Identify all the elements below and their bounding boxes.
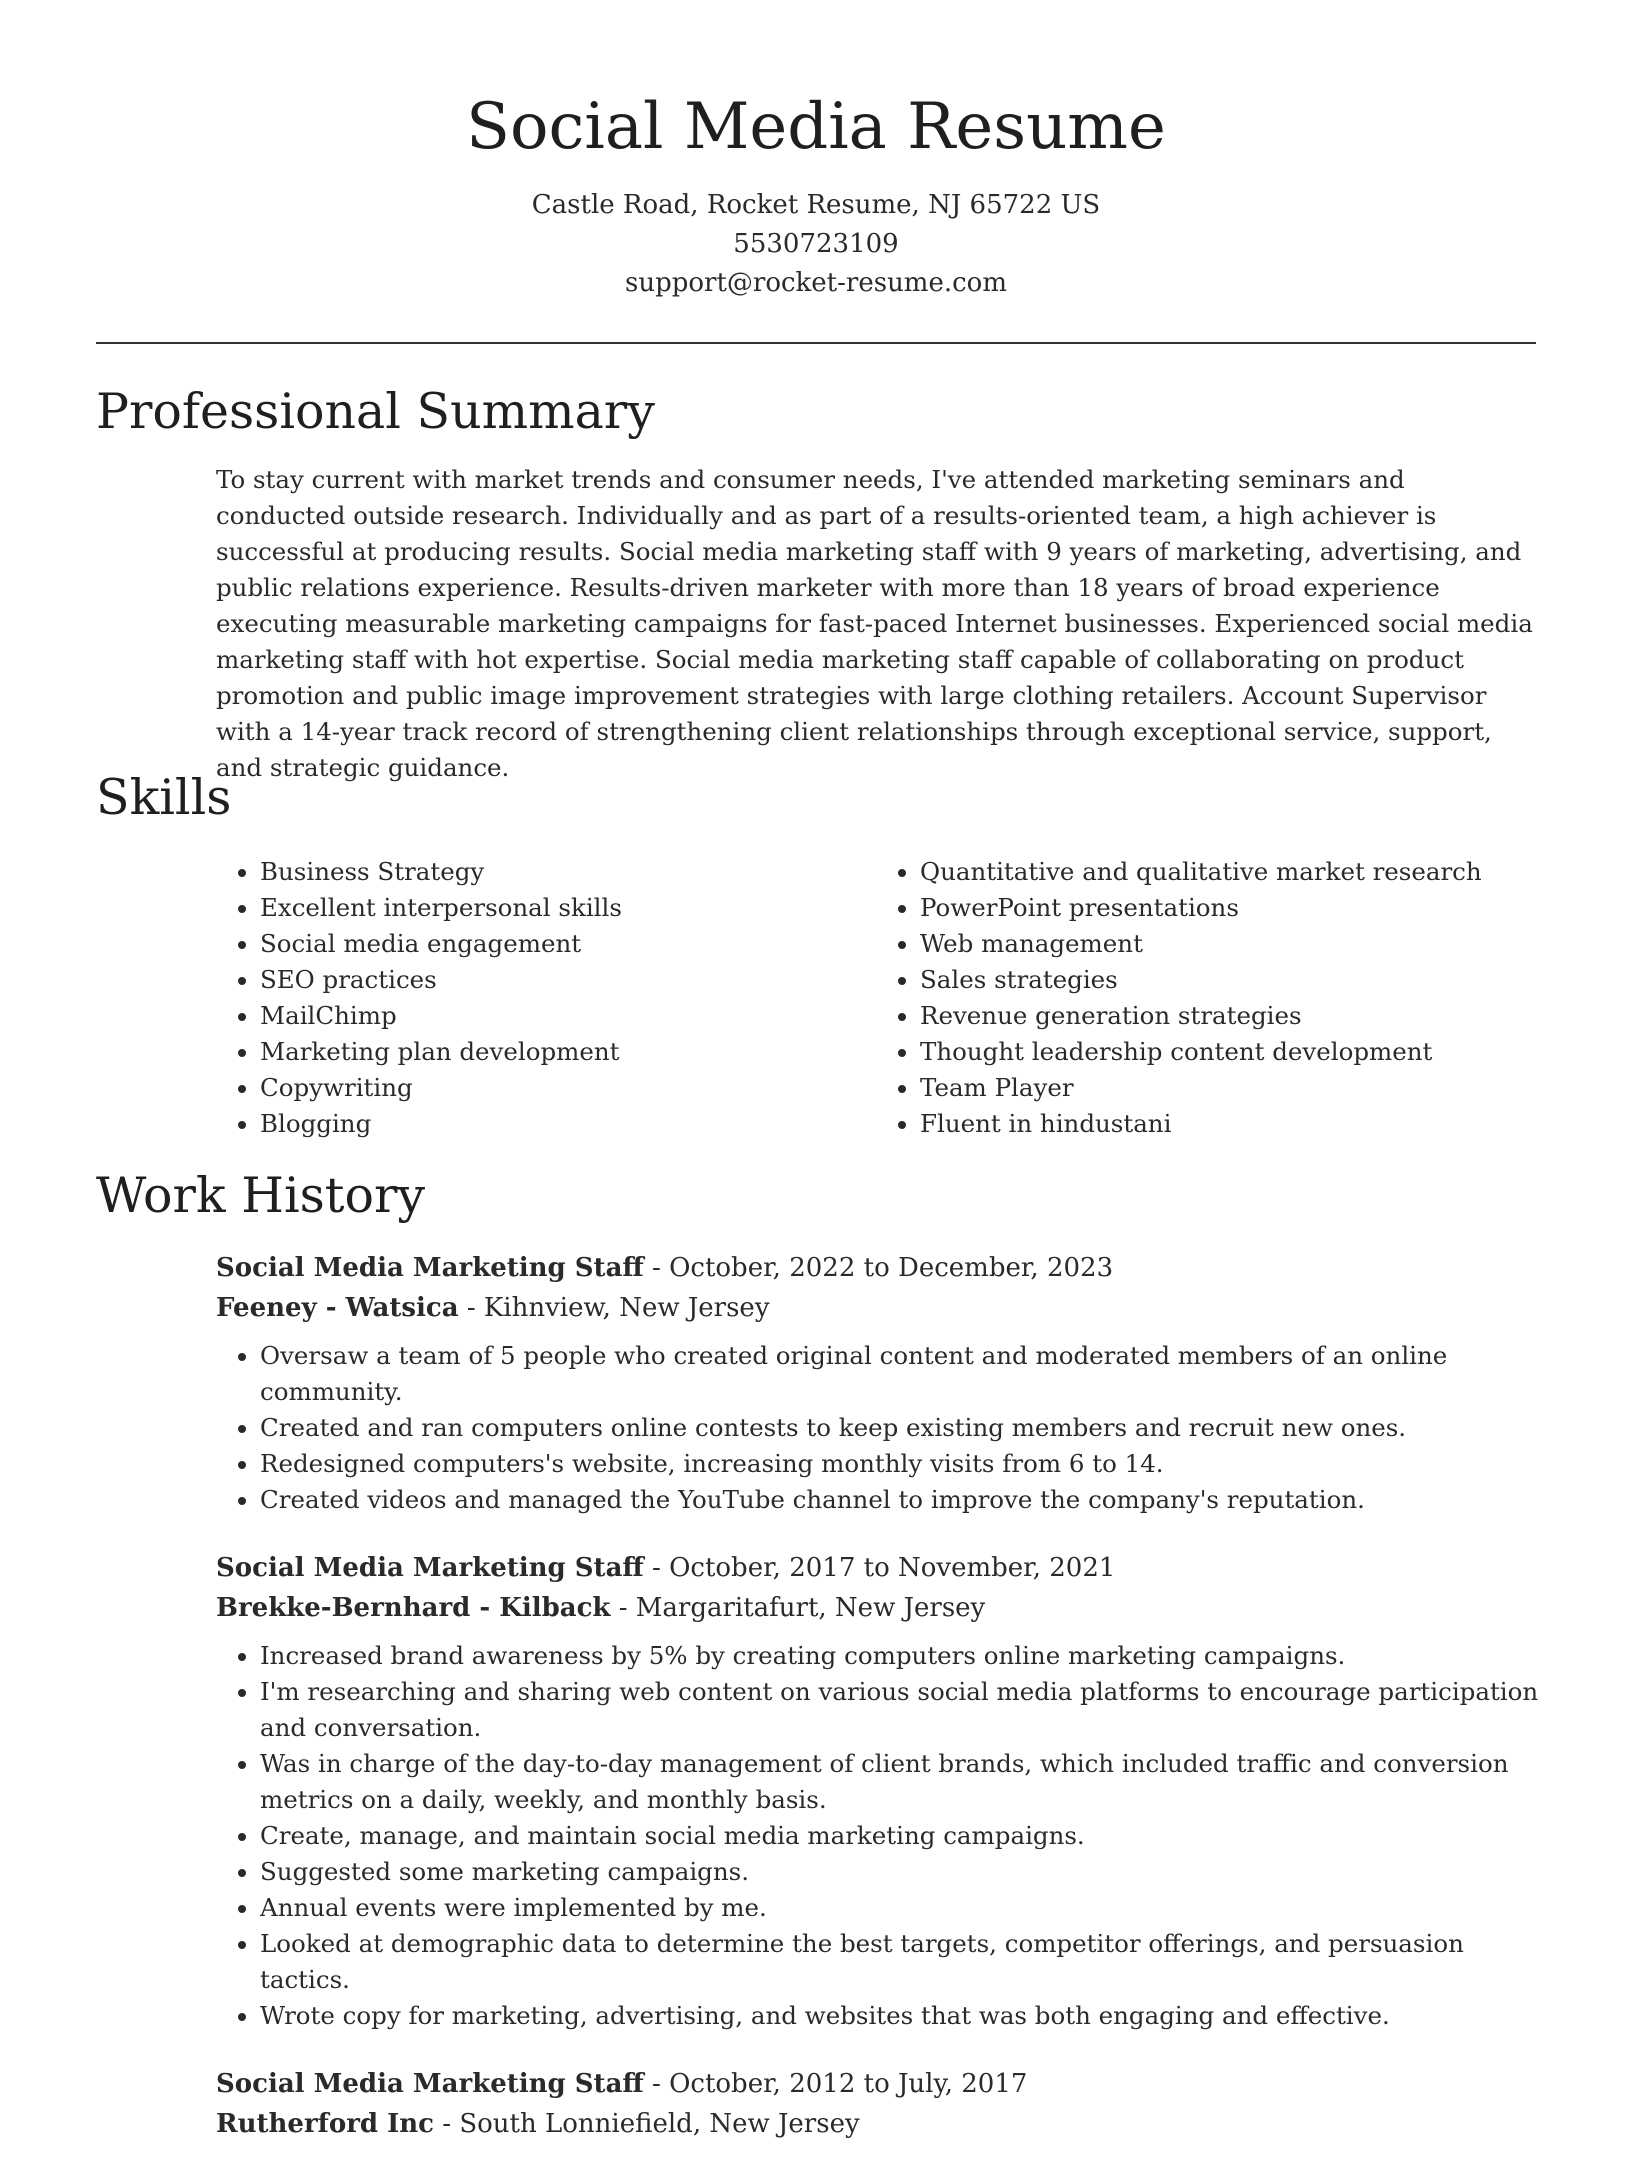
job-bullet: • Increased brand awareness by 5% by creating computers online marketing campaigns. [260,1638,1546,1674]
job-company: Brekke-Bernhard - Kilback [216,1593,611,1623]
job-bullet: • Created videos and managed the YouTube channel to improve the company's reputation. [260,1482,1546,1518]
job-bullet: • Wrote copy for marketing, advertising, and websites that was both engaging and effective. [260,1998,1546,2034]
skill-item: • Business Strategy [260,854,876,890]
job-company-line [216,1288,1546,1328]
contact-address: Castle Road, Rocket Resume, NJ 65722 US [531,190,1101,220]
skill-item: • Web management [920,926,1536,962]
job-bullet: • Create, manage, and maintain social media marketing campaigns. [260,1818,1546,1854]
job-bullet: • Created and ran computers online contests to keep existing members and recruit new ones. [260,1410,1546,1446]
skills-column-right [876,854,1536,1142]
job-title: Social Media Marketing Staff [216,1553,644,1583]
job-location: - Kihnview, New Jersey [466,1293,770,1323]
skill-item: • Marketing plan development [260,1034,876,1070]
job-bullet: • Annual events were implemented by me. [260,1890,1546,1926]
job-company-line [216,1588,1546,1628]
contact-email: support@rocket-resume.com [624,268,1007,298]
job-company-line [216,2104,1546,2144]
summary-heading: Professional Summary [96,383,655,440]
skills-heading: Skills [96,769,232,826]
skills-column-left [216,854,876,1142]
job-entry [216,1248,1546,1518]
skill-item: • Blogging [260,1106,876,1142]
contact-block [0,186,1632,303]
job-bullet: • Was in charge of the day-to-day management of client brands, which included traffic and conversion metrics on a daily, weekly, and monthly basis. [260,1746,1546,1818]
contact-phone: 5530723109 [733,229,899,259]
skill-item: • Excellent interpersonal skills [260,890,876,926]
resume-title: Social Media Resume [466,90,1166,164]
skill-item: • SEO practices [260,962,876,998]
job-location: - South Lonniefield, New Jersey [442,2109,860,2139]
job-bullet: • I'm researching and sharing web content on various social media platforms to encourage participation and conversation. [260,1674,1546,1746]
job-title: Social Media Marketing Staff [216,1253,644,1283]
skill-item: • Thought leadership content development [920,1034,1536,1070]
job-dates: - October, 2022 to December, 2023 [652,1253,1114,1283]
job-bullets [216,1638,1546,2034]
job-title: Social Media Marketing Staff [216,2069,644,2099]
skill-item: • MailChimp [260,998,876,1034]
job-entry [216,2064,1546,2144]
header-divider [96,342,1536,344]
job-dates: - October, 2017 to November, 2021 [652,1553,1116,1583]
job-bullet: • Looked at demographic data to determine the best targets, competitor offerings, and persuasion tactics. [260,1926,1546,1998]
skill-item: • Social media engagement [260,926,876,962]
job-company: Rutherford Inc [216,2109,435,2139]
job-title-line [216,1248,1546,1288]
resume-header [0,0,1632,303]
work-history-list [216,1248,1546,2174]
job-bullet: • Oversaw a team of 5 people who created original content and moderated members of an online community. [260,1338,1546,1410]
job-location: - Margaritafurt, New Jersey [618,1593,986,1623]
job-title-line [216,1548,1546,1588]
skill-item: • PowerPoint presentations [920,890,1536,926]
job-bullets [216,1338,1546,1518]
job-title-line [216,2064,1546,2104]
skill-item: • Revenue generation strategies [920,998,1536,1034]
skill-item: • Sales strategies [920,962,1536,998]
job-company: Feeney - Watsica [216,1293,459,1323]
skill-item: • Copywriting [260,1070,876,1106]
job-dates: - October, 2012 to July, 2017 [652,2069,1028,2099]
work-history-heading: Work History [96,1167,426,1224]
job-bullet: • Redesigned computers's website, increasing monthly visits from 6 to 14. [260,1446,1546,1482]
job-bullet: • Suggested some marketing campaigns. [260,1854,1546,1890]
skill-item: • Fluent in hindustani [920,1106,1536,1142]
summary-text: To stay current with market trends and consumer needs, I've attended marketing seminars and conducted outside research. Individually and as part of a results-oriented team, a high achiever is successful at producing results. Social media marketing staff with 9 years of marketing, advertising, and public relations experience. Results-driven marketer with more than 18 years of broad experience executing measurable marketing campaigns for fast-paced Internet businesses. Experienced social media marketing staff with hot expertise. Social media marketing staff capable of collaborating on product promotion and public image improvement strategies with large clothing retailers. Account Supervisor with a 14-year track record of strengthening client relationships through exceptional service, support, and strategic guidance. [216,465,1533,782]
job-entry [216,1548,1546,2034]
skill-item: • Team Player [920,1070,1536,1106]
skill-item: • Quantitative and qualitative market research [920,854,1536,890]
skills-list [216,854,1536,1142]
